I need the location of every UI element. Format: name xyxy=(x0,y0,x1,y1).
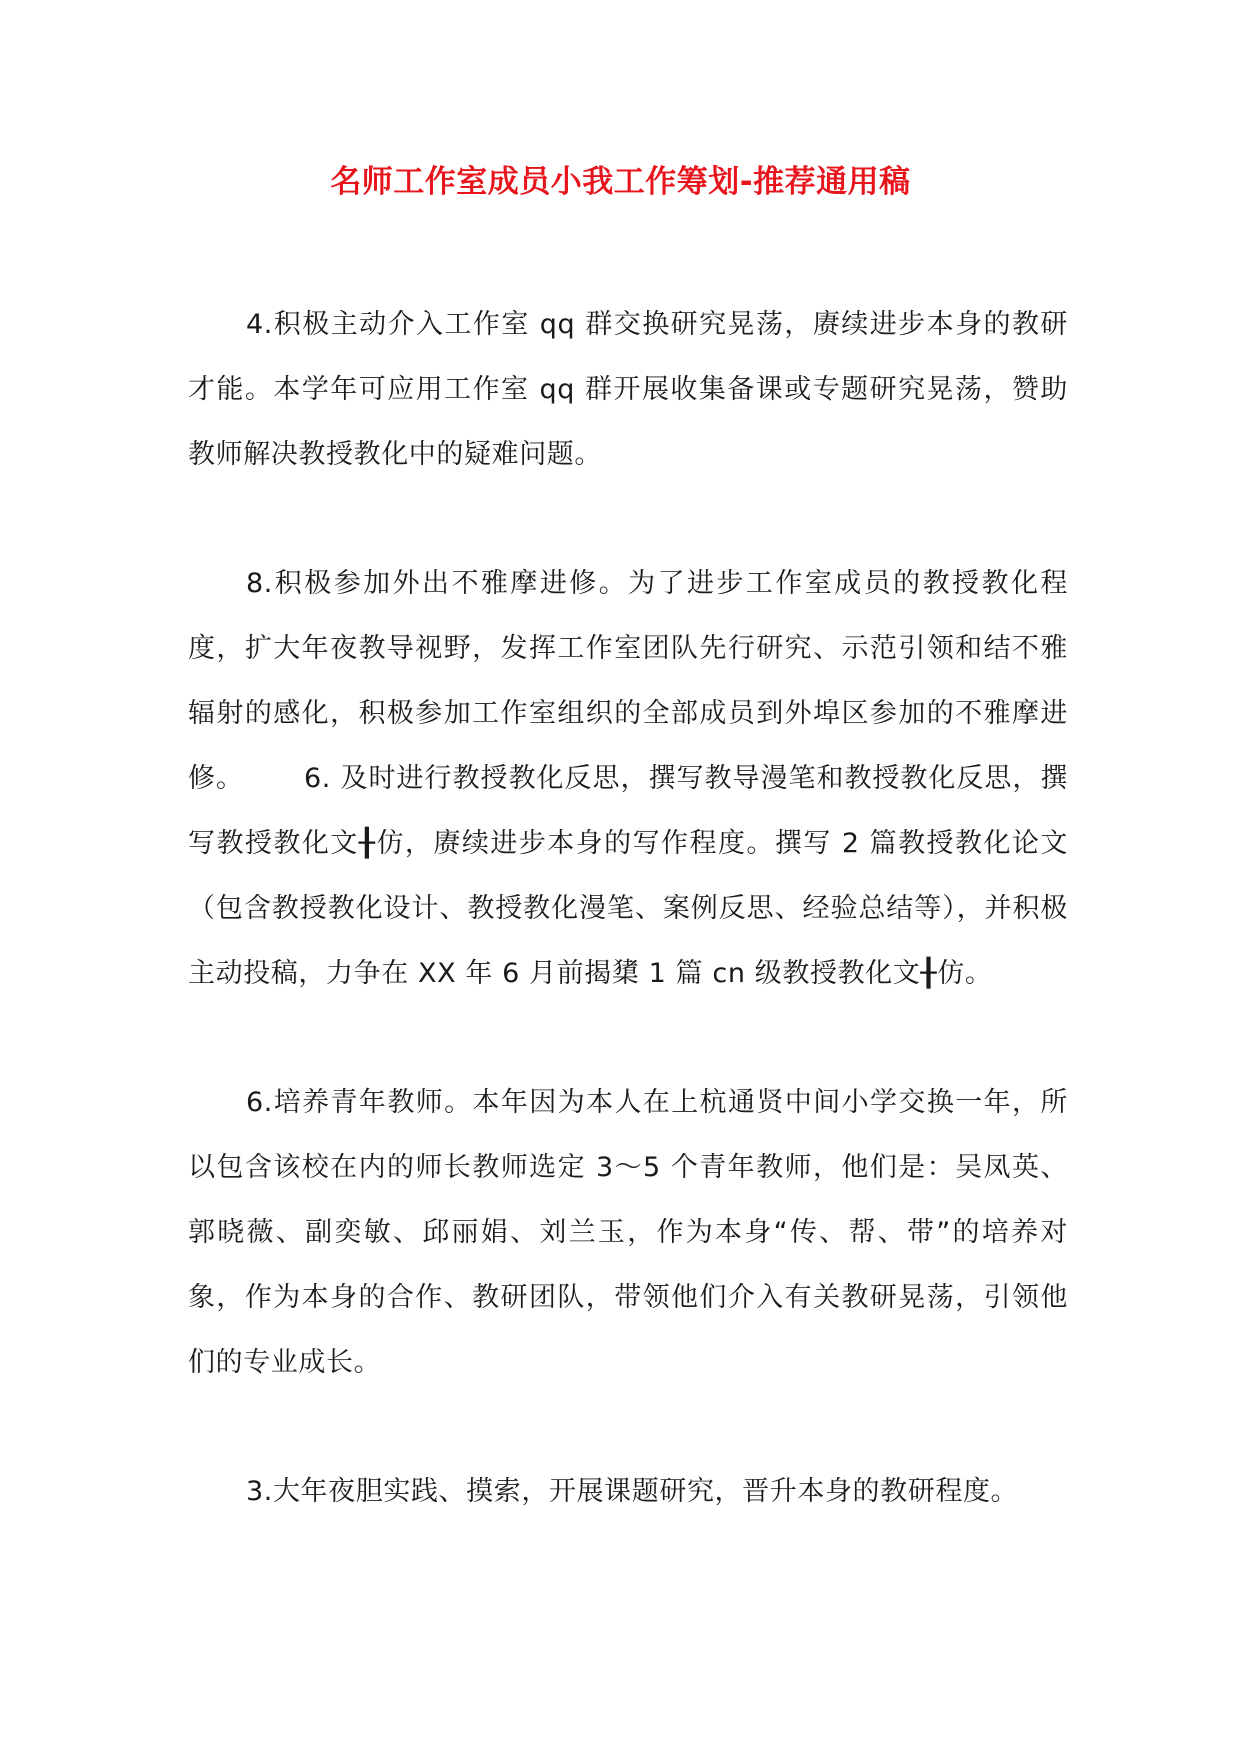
document-body xyxy=(188,292,1068,1588)
paragraph-3: 6.培养青年教师。本年因为本人在上杭通贤中间小学交换一年，所以包含该校在内的师长教师选定 3～5 个青年教师，他们是：吴凤英、郭晓薇、副奕敏、邱丽娟、刘兰玉，作为本身“传、帮、带”的培养对象，作为本身的合作、教研团队，带领他们介入有关教研晃荡，引领他们的专业成长。 xyxy=(188,1087,1068,1378)
paragraph-1: 4.积极主动介入工作室 qq 群交换研究晃荡，赓续进步本身的教研才能。本学年可应用工作室 qq 群开展收集备课或专题研究晃荡，赞助教师解决教授教化中的疑难问题。 xyxy=(188,309,1068,470)
paragraph-4: 3.大年夜胆实践、摸索，开展课题研究，晋升本身的教研程度。 xyxy=(246,1476,1019,1507)
paragraph-2-part-2: 6. 及时进行教授教化反思，撰写教导漫笔和教授教化反思，撰写教授教化文╂仿，赓续进步本身的写作程度。撰写 2 篇教授教化论文（包含教授教化设计、教授教化漫笔、案例反思、经验总结等），并积极主动投稿，力争在 XX 年 6 月前揭橥 1 篇 cn 级教授教化文╂仿。 xyxy=(188,763,1068,989)
paragraph-2 xyxy=(188,551,1068,1006)
document-title: 名师工作室成员小我工作筹划-推荐通用稿 xyxy=(330,164,911,200)
paragraph-2-part-1: 8.积极参加外出不雅摩进修。为了进步工作室成员的教授教化程度，扩大年夜教导视野，发挥工作室团队先行研究、示范引领和结不雅辐射的感化，积极参加工作室组织的全部成员到外埠区参加的不雅摩进修。 xyxy=(188,568,1068,794)
